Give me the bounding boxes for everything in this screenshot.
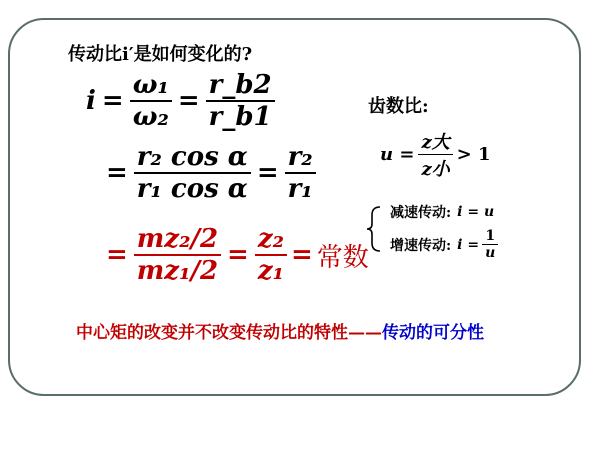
gear-ratio-fraction <box>418 128 452 181</box>
eq1-fraction-rb <box>206 70 275 132</box>
eq3-equals: = <box>106 240 128 270</box>
eq2-fraction-cos <box>134 142 251 204</box>
speedup-fraction <box>482 228 498 261</box>
equation-3 <box>106 224 369 286</box>
eq2-r2: r₂ <box>287 142 313 172</box>
eq3-equals-2: = <box>227 240 249 270</box>
eq1-equals: = <box>101 86 124 116</box>
reduction-label: 减速传动: <box>390 205 452 221</box>
gear-ratio-lhs: u = <box>380 144 415 165</box>
eq2-equals: = <box>106 158 128 188</box>
eq3-mz1: mz₁/2 <box>134 254 221 286</box>
eq1-equals-2: = <box>177 86 200 116</box>
eq3-equals-3: = <box>291 240 313 270</box>
speedup-num: 1 <box>485 228 496 244</box>
eq3-mz2: mz₂/2 <box>136 224 219 254</box>
conclusion-blue: 传动的可分性 <box>382 323 484 343</box>
equation-2 <box>106 142 316 204</box>
gear-ratio-z-small: z小 <box>418 154 452 181</box>
gear-ratio-label: 齿数比: <box>368 96 429 117</box>
conclusion-dash: —— <box>348 323 382 343</box>
eq3-z2: z₂ <box>257 224 284 254</box>
eq3-fraction-mz <box>134 224 221 286</box>
conclusion-line <box>76 318 484 343</box>
speedup-row <box>390 228 498 261</box>
reduction-formula: i = u <box>457 204 495 220</box>
conclusion-red: 中心矩的改变并不改变传动比的特性 <box>76 323 348 343</box>
eq2-r1-cos: r₁ cos α <box>134 172 251 204</box>
eq3-constant: 常数 <box>316 242 369 273</box>
gear-ratio-formula <box>380 128 491 181</box>
eq1-omega1: ω₁ <box>132 70 169 100</box>
reduction-row <box>390 202 494 222</box>
eq3-z1: z₁ <box>255 254 287 286</box>
speedup-den: u <box>482 244 498 261</box>
eq2-equals-2: = <box>256 158 279 188</box>
eq1-rb2: r_b2 <box>208 70 272 100</box>
speedup-label: 增速传动: <box>390 237 452 254</box>
speedup-lhs: i = <box>457 236 480 253</box>
eq1-omega2: ω₂ <box>130 100 172 132</box>
brace-icon <box>366 205 384 257</box>
eq2-r2-cos: r₂ cos α <box>136 142 248 172</box>
question-text: 传动比i′是如何变化的? <box>68 44 253 65</box>
equation-1 <box>86 70 275 132</box>
gear-ratio-relation: > 1 <box>456 144 491 165</box>
eq1-lhs: i <box>86 86 96 116</box>
eq2-fraction-r <box>285 142 316 204</box>
eq1-fraction-omega <box>130 70 172 132</box>
eq3-fraction-z <box>255 224 287 286</box>
eq2-r1: r₁ <box>285 172 316 204</box>
eq1-rb1: r_b1 <box>206 100 275 132</box>
gear-ratio-z-large: z大 <box>421 132 450 153</box>
